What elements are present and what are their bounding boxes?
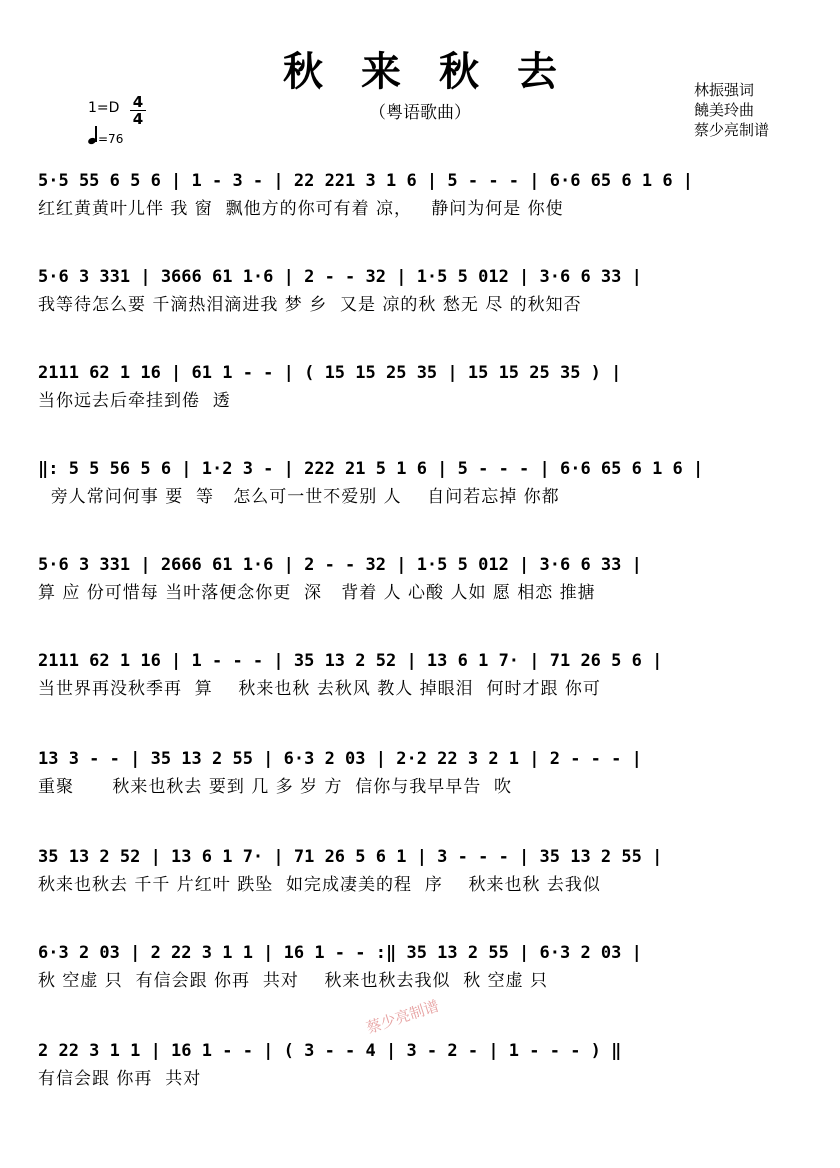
- song-title: 秋来秋去: [283, 49, 595, 95]
- notation-line: 2111 62 1 16 | 1 - - - | 35 13 2 52 | 13 6 1 7· | 71 26 5 6 |: [38, 651, 663, 671]
- score-row: [38, 454, 808, 510]
- score-row: [38, 262, 808, 318]
- notation-line: ‖: 5 5 56 5 6 | 1·2 3 - | 222 21 5 1 6 | 5 - - - | 6·6 65 6 1 6 |: [38, 459, 704, 479]
- lyricist-credit: 林振强词: [694, 81, 755, 99]
- lyrics-line: 算 应 份可惜每 当叶落便念你更 深 背着 人 心酸 人如 愿 相恋 推搪: [38, 583, 596, 603]
- score-row: [38, 938, 808, 994]
- time-signature: [130, 94, 146, 127]
- time-signature-bottom: 4: [132, 110, 144, 128]
- lyrics-line: 秋来也秋去 千千 片红叶 跌坠 如完成凄美的程 序 秋来也秋 去我似: [38, 875, 601, 895]
- quarter-note-icon: [88, 126, 98, 146]
- lyrics-line: 重聚 秋来也秋去 要到 几 多 岁 方 信你与我早早告 吹: [38, 777, 513, 797]
- notation-line: 2111 62 1 16 | 61 1 - - | ( 15 15 25 35 | 15 15 25 35 ) |: [38, 363, 622, 383]
- time-signature-top: 4: [130, 94, 146, 111]
- transcriber-credit: 蔡少亮制谱: [694, 121, 770, 139]
- score-row: [38, 358, 808, 414]
- song-subtitle: （粤语歌曲）: [369, 103, 471, 123]
- score-row: [38, 842, 808, 898]
- notation-line: 2 22 3 1 1 | 16 1 - - | ( 3 - - 4 | 3 - 2 - | 1 - - - ) ‖: [38, 1041, 622, 1061]
- tempo-value: =76: [98, 132, 124, 146]
- notation-line: 35 13 2 52 | 13 6 1 7· | 71 26 5 6 1 | 3 - - - | 35 13 2 55 |: [38, 847, 663, 867]
- lyrics-line: 旁人常问何事 要 等 怎么可一世不爱别 人 自问若忘掉 你都: [38, 487, 560, 507]
- credits: [694, 80, 814, 140]
- notation-line: 5·6 3 331 | 2666 61 1·6 | 2 - - 32 | 1·5 5 012 | 3·6 6 33 |: [38, 555, 642, 575]
- notation-line: 13 3 - - | 35 13 2 55 | 6·3 2 03 | 2·2 22 3 2 1 | 2 - - - |: [38, 749, 642, 769]
- score-row: [38, 1036, 808, 1092]
- lyrics-line: 秋 空虚 只 有信会跟 你再 共对 秋来也秋去我似 秋 空虚 只: [38, 971, 549, 991]
- notation-line: 5·6 3 331 | 3666 61 1·6 | 2 - - 32 | 1·5 5 012 | 3·6 6 33 |: [38, 267, 642, 287]
- tempo-marking: [88, 126, 123, 146]
- score-row: [38, 646, 808, 702]
- key-signature: 1=D: [88, 100, 120, 116]
- score-row: [38, 744, 808, 800]
- watermark: 蔡少亮制谱: [364, 996, 442, 1038]
- lyrics-line: 红红黄黄叶儿伴 我 窗 飘他方的你可有着 凉， 静问为何是 你使: [38, 199, 564, 219]
- score-row: [38, 550, 808, 606]
- lyrics-line: 有信会跟 你再 共对: [38, 1069, 202, 1089]
- notation-line: 6·3 2 03 | 2 22 3 1 1 | 16 1 - - :‖ 35 13 2 55 | 6·3 2 03 |: [38, 943, 642, 963]
- composer-credit: 饒美玲曲: [694, 101, 755, 119]
- notation-line: 5·5 55 6 5 6 | 1 - 3 - | 22 221 3 1 6 | 5 - - - | 6·6 65 6 1 6 |: [38, 171, 694, 191]
- score-row: [38, 166, 808, 222]
- lyrics-line: 我等待怎么要 千滴热泪滴进我 梦 乡 又是 凉的秋 愁无 尽 的秋知否: [38, 295, 582, 315]
- lyrics-line: 当世界再没秋季再 算 秋来也秋 去秋风 教人 掉眼泪 何时才跟 你可: [38, 679, 601, 699]
- lyrics-line: 当你远去后牵挂到倦 透: [38, 391, 231, 411]
